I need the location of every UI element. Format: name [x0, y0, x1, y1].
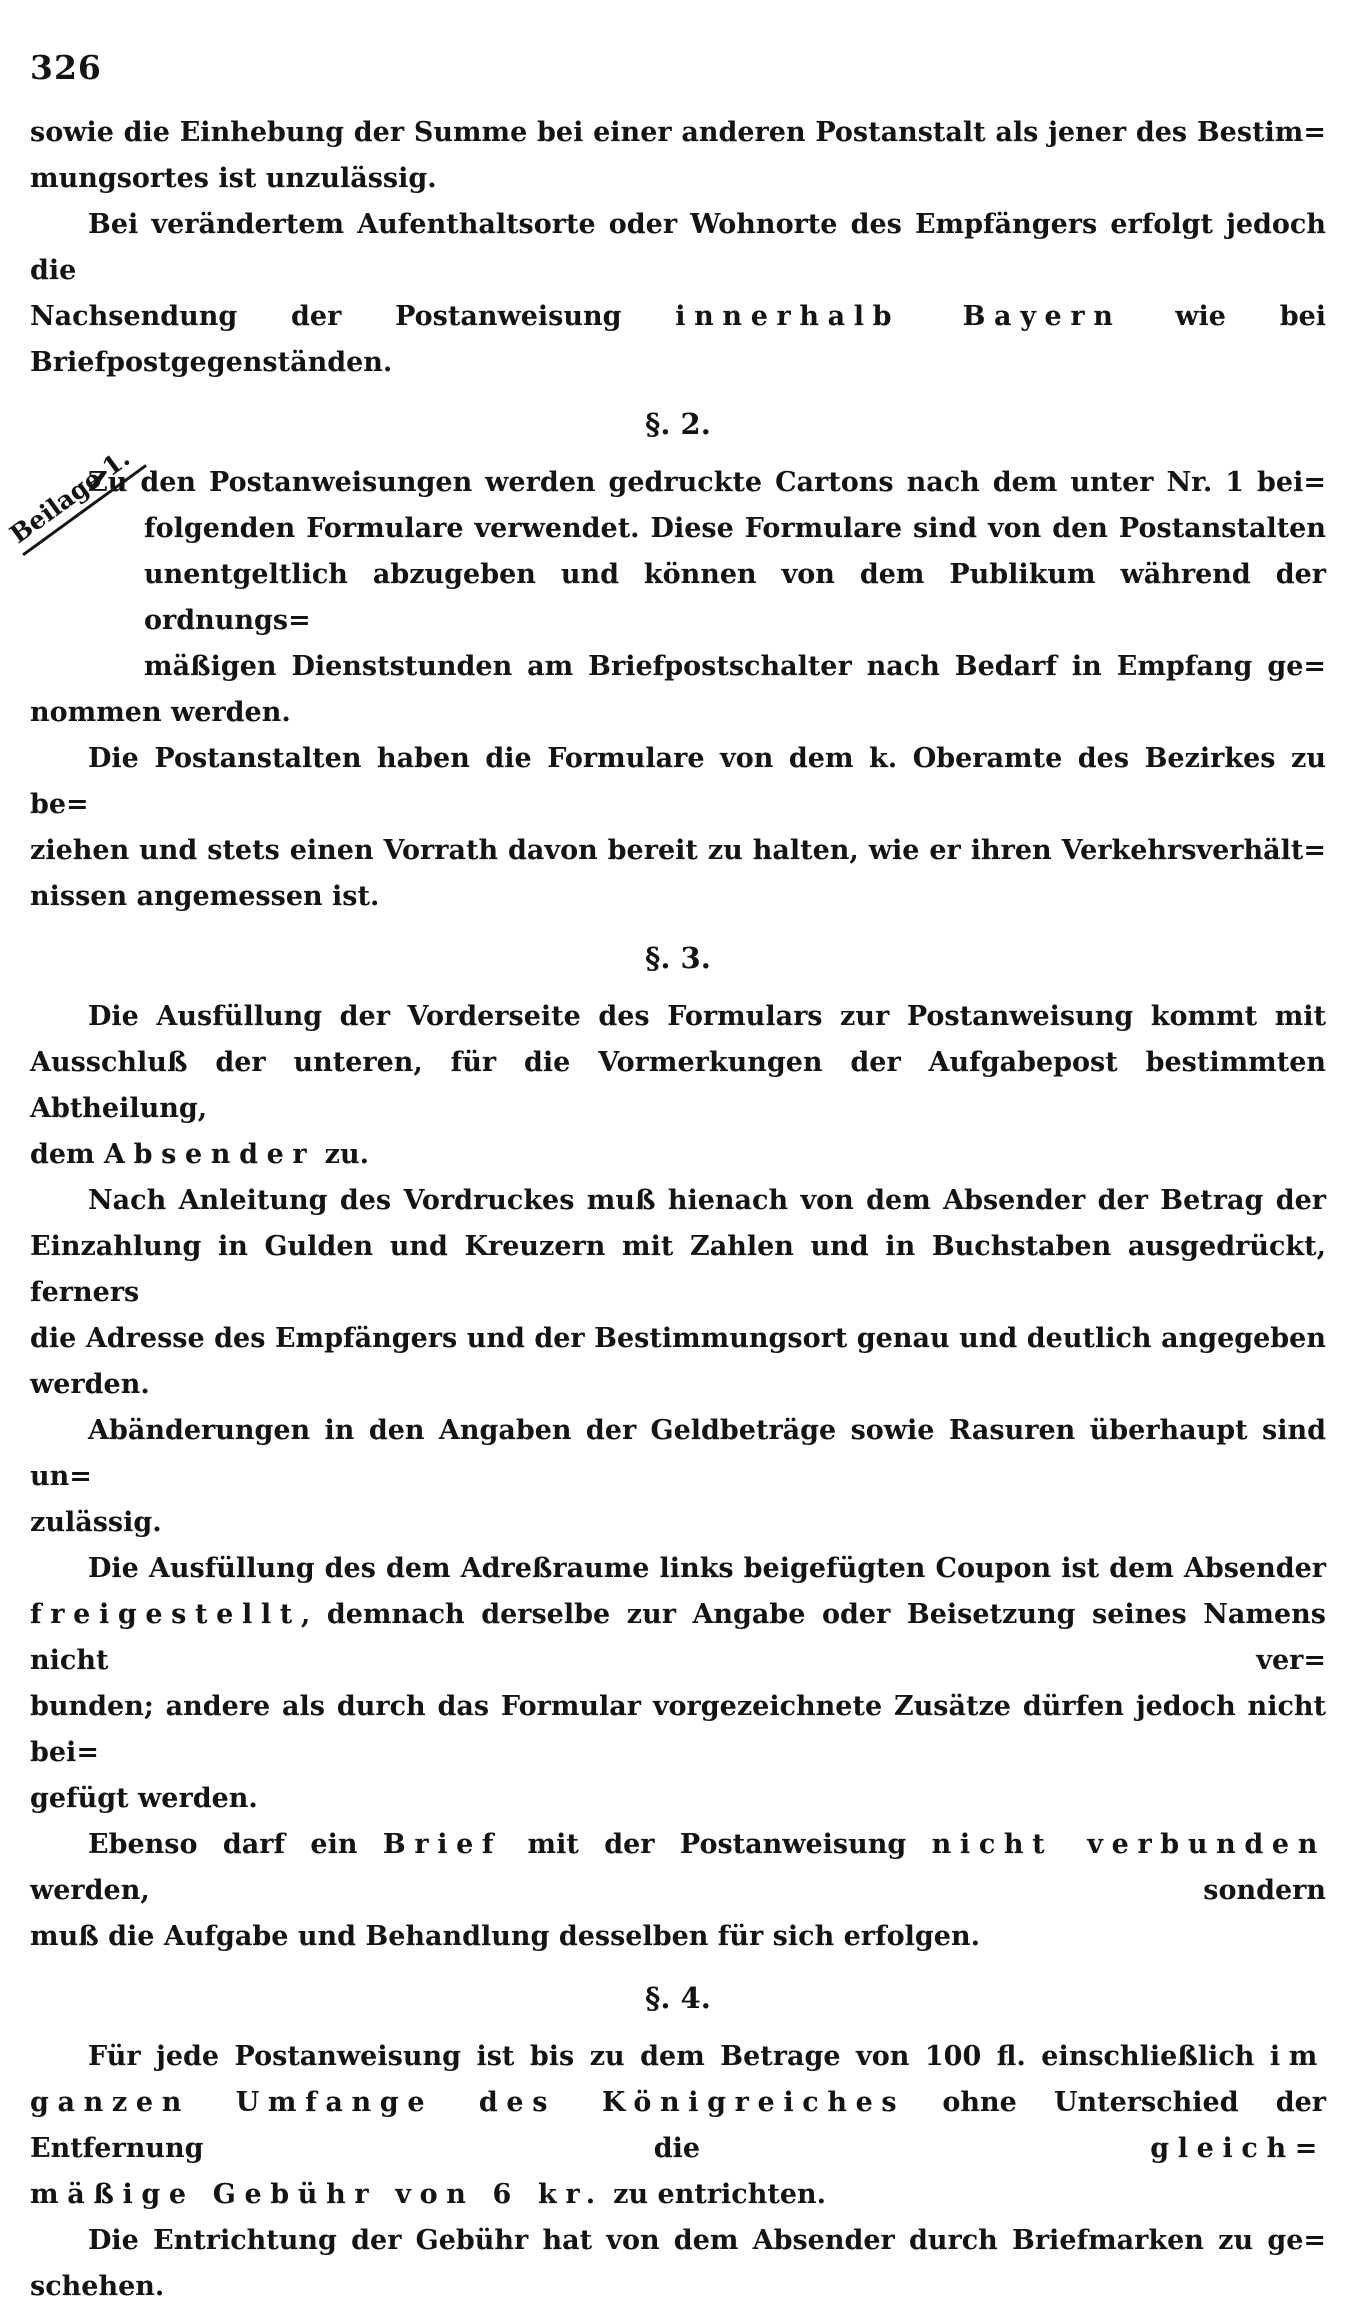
letterspaced-text: gleich= — [1150, 2133, 1326, 2164]
letterspaced-text: ganzen Umfange des Königreiches — [30, 2087, 906, 2118]
paragraph — [30, 2034, 1326, 2218]
text-line: mungsortes ist unzulässig. — [30, 163, 437, 194]
text-line: Die Ausfüllung des dem Adreßraume links beigefügten Coupon ist dem Absender — [88, 1553, 1326, 1584]
letterspaced-text: nicht verbunden — [931, 1829, 1326, 1860]
letterspaced-text: freigestellt — [30, 1599, 301, 1630]
text-line: Die Ausfüllung der Vorderseite des Formulars zur Postanweisung kommt mit — [88, 1001, 1326, 1032]
paragraph — [30, 736, 1326, 920]
paragraph — [30, 1822, 1326, 1960]
paragraph — [30, 2218, 1326, 2310]
text-line: nommen werden. — [30, 697, 291, 728]
text-line: Ebenso darf ein Brief mit der Postanweisung nicht verbunden werden, sondern — [30, 1829, 1326, 1906]
text-line: muß die Aufgabe und Behandlung desselben für sich erfolgen. — [30, 1921, 980, 1952]
text-line: Einzahlung in Gulden und Kreuzern mit Zahlen und in Buchstaben ausgedrückt, ferners — [30, 1231, 1326, 1308]
text-line: die Adresse des Empfängers und der Bestimmungsort genau und deutlich angegeben werden. — [30, 1323, 1326, 1400]
text-line: Ausschluß der unteren, für die Vormerkungen der Aufgabepost bestimmten Abtheilung, — [30, 1047, 1326, 1124]
paragraph — [30, 110, 1326, 202]
text-line: Nach Anleitung des Vordruckes muß hienach von dem Absender der Betrag der — [88, 1185, 1326, 1216]
text-line: dem Absender zu. — [30, 1139, 370, 1170]
text-line: bunden; andere als durch das Formular vorgezeichnete Zusätze dürfen jedoch nicht bei= — [30, 1691, 1326, 1768]
text-line: schehen. — [30, 2271, 165, 2302]
text-line: sowie die Einhebung der Summe bei einer anderen Postanstalt als jener des Bestim= — [30, 117, 1326, 148]
text-line: Zu den Postanweisungen werden gedruckte Cartons nach dem unter Nr. 1 bei= — [88, 467, 1326, 498]
letterspaced-text: mäßige Gebühr von 6 kr. — [30, 2179, 604, 2210]
text-line: folgenden Formulare verwendet. Diese Formulare sind von den Postanstalten — [144, 513, 1326, 544]
letterspaced-text: Brief — [382, 1829, 503, 1860]
text-line: Die Entrichtung der Gebühr hat von dem Absender durch Briefmarken zu ge= — [88, 2225, 1326, 2256]
page-body — [30, 110, 1326, 2310]
paragraph — [30, 1408, 1326, 1546]
text-line: Die Postanstalten haben die Formulare von dem k. Oberamte des Bezirkes zu be= — [30, 743, 1326, 820]
text-line: mäßige Gebühr von 6 kr. zu entrichten. — [30, 2179, 827, 2210]
text-line: gefügt werden. — [30, 1783, 258, 1814]
text-line: nissen angemessen ist. — [30, 881, 380, 912]
section-heading: §. 3. — [645, 941, 711, 975]
section-heading: §. 2. — [645, 407, 711, 441]
letterspaced-text: im — [1269, 2041, 1326, 2072]
text-line: Abänderungen in den Angaben der Geldbeträge sowie Rasuren überhaupt sind un= — [30, 1415, 1326, 1492]
text-line: zulässig. — [30, 1507, 162, 1538]
paragraph — [30, 1546, 1326, 1822]
text-line: ziehen und stets einen Vorrath davon bereit zu halten, wie er ihren Verkehrsverhält= — [30, 835, 1326, 866]
section-heading: §. 4. — [645, 1981, 711, 2015]
text-line: freigestellt, demnach derselbe zur Angabe oder Beisetzung seines Namens nicht ver= — [30, 1599, 1326, 1676]
page-number: 326 — [30, 48, 102, 87]
letterspaced-text: innerhalb Bayern — [675, 301, 1122, 332]
text-line: Nachsendung der Postanweisung innerhalb Bayern wie bei Briefpostgegenständen. — [30, 301, 1327, 378]
text-line: unentgeltlich abzugeben und können von dem Publikum während der ordnungs= — [144, 559, 1326, 636]
text-line: mäßigen Dienststunden am Briefpostschalter nach Bedarf in Empfang ge= — [144, 651, 1326, 682]
text-line: ganzen Umfange des Königreiches ohne Unterschied der Entfernung die gleich= — [30, 2087, 1326, 2164]
paragraph — [30, 1178, 1326, 1408]
text-line: Bei verändertem Aufenthaltsorte oder Wohnorte des Empfängers erfolgt jedoch die — [30, 209, 1326, 286]
text-line: Für jede Postanweisung ist bis zu dem Betrage von 100 fl. einschließlich im — [88, 2041, 1326, 2072]
paragraph — [30, 460, 1326, 736]
paragraph — [30, 994, 1326, 1178]
margin-note: Beilage 1. — [3, 437, 147, 556]
letterspaced-text: Absender — [104, 1139, 316, 1170]
paragraph — [30, 202, 1326, 386]
